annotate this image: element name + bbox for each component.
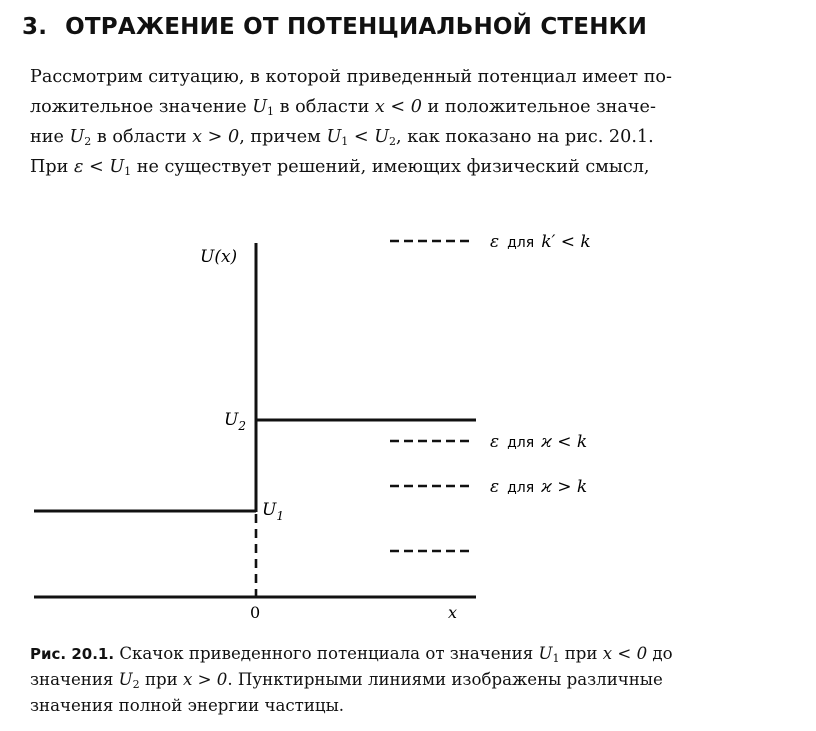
energy-word: для [507,235,535,251]
energy-condition: ϰ < k [541,432,588,452]
caption-label: Рис. 20.1. [30,645,115,663]
text-run: ние [30,127,64,147]
energy-level-label-3 [490,477,587,497]
text-run: , как показано на рис. 20.1. [396,127,654,147]
math-expression: ε < [73,157,104,177]
energy-condition: k′ < k [541,232,591,252]
math-symbol: U [374,127,390,147]
text-run: , причем [239,127,321,147]
text-run: Скачок приведенного потенциала от значения [119,644,534,663]
text-run: в области [279,97,370,117]
text-run: при [564,644,598,663]
section-number: 3. [22,14,48,40]
energy-level-label-2 [490,432,587,452]
math-symbol: U [109,157,125,177]
energy-word: для [507,480,535,496]
text-run: При [30,157,69,177]
u1-label-sub: 1 [276,509,284,523]
math-expression: x < 0 [602,644,648,663]
figure-caption [30,641,800,719]
energy-symbol: ε [490,432,500,452]
energy-condition: ϰ > k [541,477,588,497]
x-axis-label: x [448,603,458,622]
text-run: до [652,644,673,663]
u1-label [262,500,284,523]
math-expression: x > 0 [192,127,240,147]
energy-word: для [507,435,535,451]
caption-line-3 [30,693,800,719]
y-axis-label: U(x) [200,247,238,267]
energy-symbol: ε [490,232,500,252]
math-expression: x < 0 [374,97,422,117]
caption-line-2 [30,667,800,693]
math-symbol: U [69,127,85,147]
text-run: . Пунктирными линиями изображены различные [227,670,663,689]
text-run: значения [30,670,114,689]
caption-line-1 [30,641,800,667]
math-subscript: 1 [552,652,560,665]
math-symbol: U [538,644,553,663]
text-run: при [144,670,178,689]
math-subscript: 1 [124,165,132,178]
u2-label-sub: 2 [238,419,246,433]
math-operator: < [353,127,369,147]
math-subscript: 2 [132,678,140,691]
math-symbol: U [326,127,342,147]
section-title: ОТРАЖЕНИЕ ОТ ПОТЕНЦИАЛЬНОЙ СТЕНКИ [65,14,648,40]
text-run: ложительное значение [30,97,247,117]
u2-label [224,410,246,433]
math-subscript: 1 [341,135,349,148]
math-subscript: 2 [84,135,92,148]
text-run: в области [96,127,187,147]
origin-label: 0 [250,603,261,622]
math-symbol: U [252,97,268,117]
energy-symbol: ε [490,477,500,497]
math-subscript: 1 [267,105,275,118]
u1-label-main: U [262,500,277,520]
math-subscript: 2 [389,135,397,148]
u2-label-main: U [224,410,239,430]
text-run: и положительное значе- [427,97,656,117]
energy-level-label-1 [490,232,591,252]
text-run: Рассмотрим ситуацию, в которой приведенный потенциал имеет по- [30,67,672,87]
math-expression: x > 0 [182,670,228,689]
text-run: значения полной энергии частицы. [30,696,345,715]
math-symbol: U [118,670,133,689]
text-run: не существует решений, имеющих физический смысл, [136,157,650,177]
